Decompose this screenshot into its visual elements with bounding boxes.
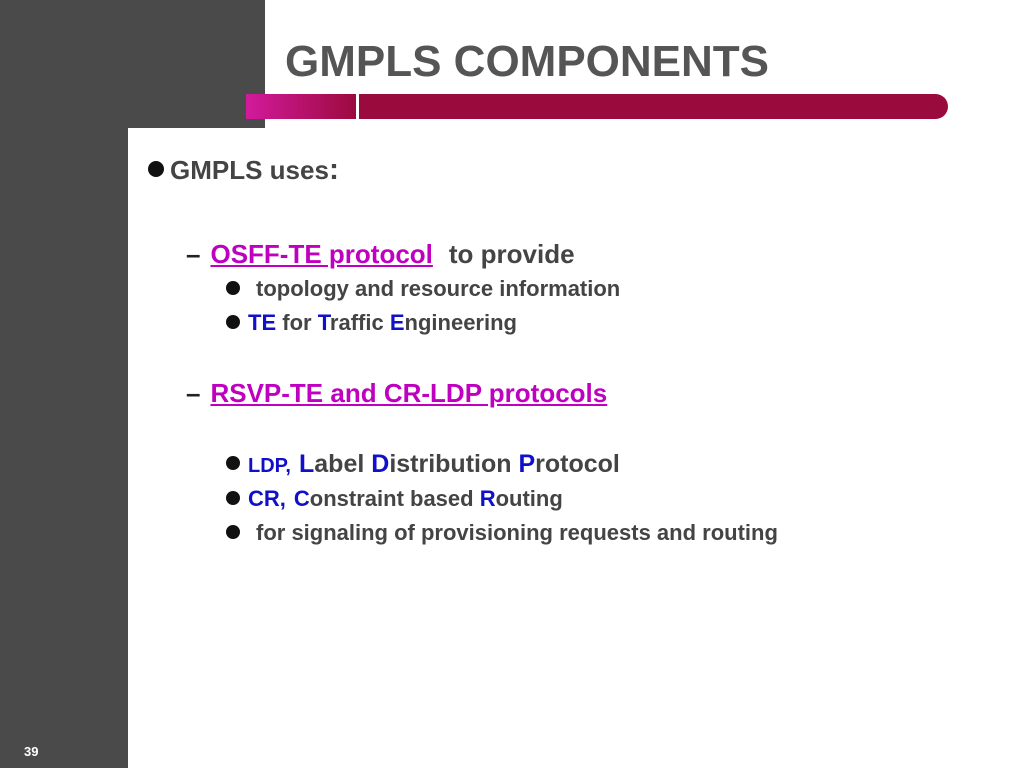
- topology-text: topology and resource information: [256, 276, 621, 301]
- bullet-dot-icon: [226, 315, 240, 329]
- ldp-abel: abel: [314, 450, 372, 478]
- bullet-te: [226, 309, 517, 337]
- sidebar-top-panel: [128, 0, 265, 128]
- te-ngineering: ngineering: [404, 310, 517, 335]
- bullet-signaling: [226, 519, 778, 547]
- bullet-dot-icon: [226, 491, 240, 505]
- bullet-dot-icon: [226, 281, 240, 295]
- main-bullet: [148, 154, 339, 186]
- ldp-p-letter: P: [518, 450, 536, 478]
- rsvp-te-link[interactable]: RSVP-TE and CR-LDP protocols: [210, 378, 608, 408]
- title-bar-gradient: [246, 94, 359, 119]
- signaling-text: for signaling of provisioning requests and routing: [256, 520, 778, 545]
- cr-c-letter: C: [293, 486, 310, 511]
- section-rsvp: [186, 377, 607, 409]
- bullet-dot-icon: [148, 161, 164, 177]
- page-number: 39: [24, 744, 39, 759]
- main-bullet-text: GMPLS uses: [170, 155, 329, 185]
- te-raffic: raffic: [329, 310, 390, 335]
- bullet-cr: [226, 485, 563, 513]
- title-bar-divider: [356, 94, 359, 119]
- section-ospf: [186, 238, 575, 270]
- ospf-suffix-text: to provide: [448, 239, 575, 269]
- bullet-dot-icon: [226, 456, 240, 470]
- ldp-abbr: LDP,: [248, 455, 291, 477]
- bullet-topology: [226, 275, 620, 303]
- sidebar-panel: [0, 0, 128, 768]
- slide-title: GMPLS COMPONENTS: [285, 37, 770, 86]
- te-for: for: [276, 310, 318, 335]
- title-underline-bar: [246, 94, 948, 119]
- cr-r-letter: R: [479, 486, 496, 511]
- te-t-letter: T: [317, 310, 330, 335]
- cr-abbr: CR,: [248, 486, 286, 511]
- dash-icon: –: [186, 239, 201, 269]
- main-bullet-colon: :: [328, 153, 339, 186]
- cr-outing: outing: [495, 486, 563, 511]
- ldp-rotocol: rotocol: [535, 450, 620, 478]
- bullet-dot-icon: [226, 525, 240, 539]
- ldp-d-letter: D: [371, 450, 390, 478]
- bullet-ldp: [226, 448, 620, 482]
- cr-onstraint: onstraint based: [309, 486, 480, 511]
- dash-icon: –: [186, 378, 201, 408]
- te-abbr: TE: [248, 310, 277, 335]
- te-e-letter: E: [389, 310, 405, 335]
- ospf-te-link[interactable]: OSFF-TE protocol: [210, 239, 433, 269]
- ldp-istribution: istribution: [389, 450, 519, 478]
- ldp-l-letter: L: [298, 450, 315, 478]
